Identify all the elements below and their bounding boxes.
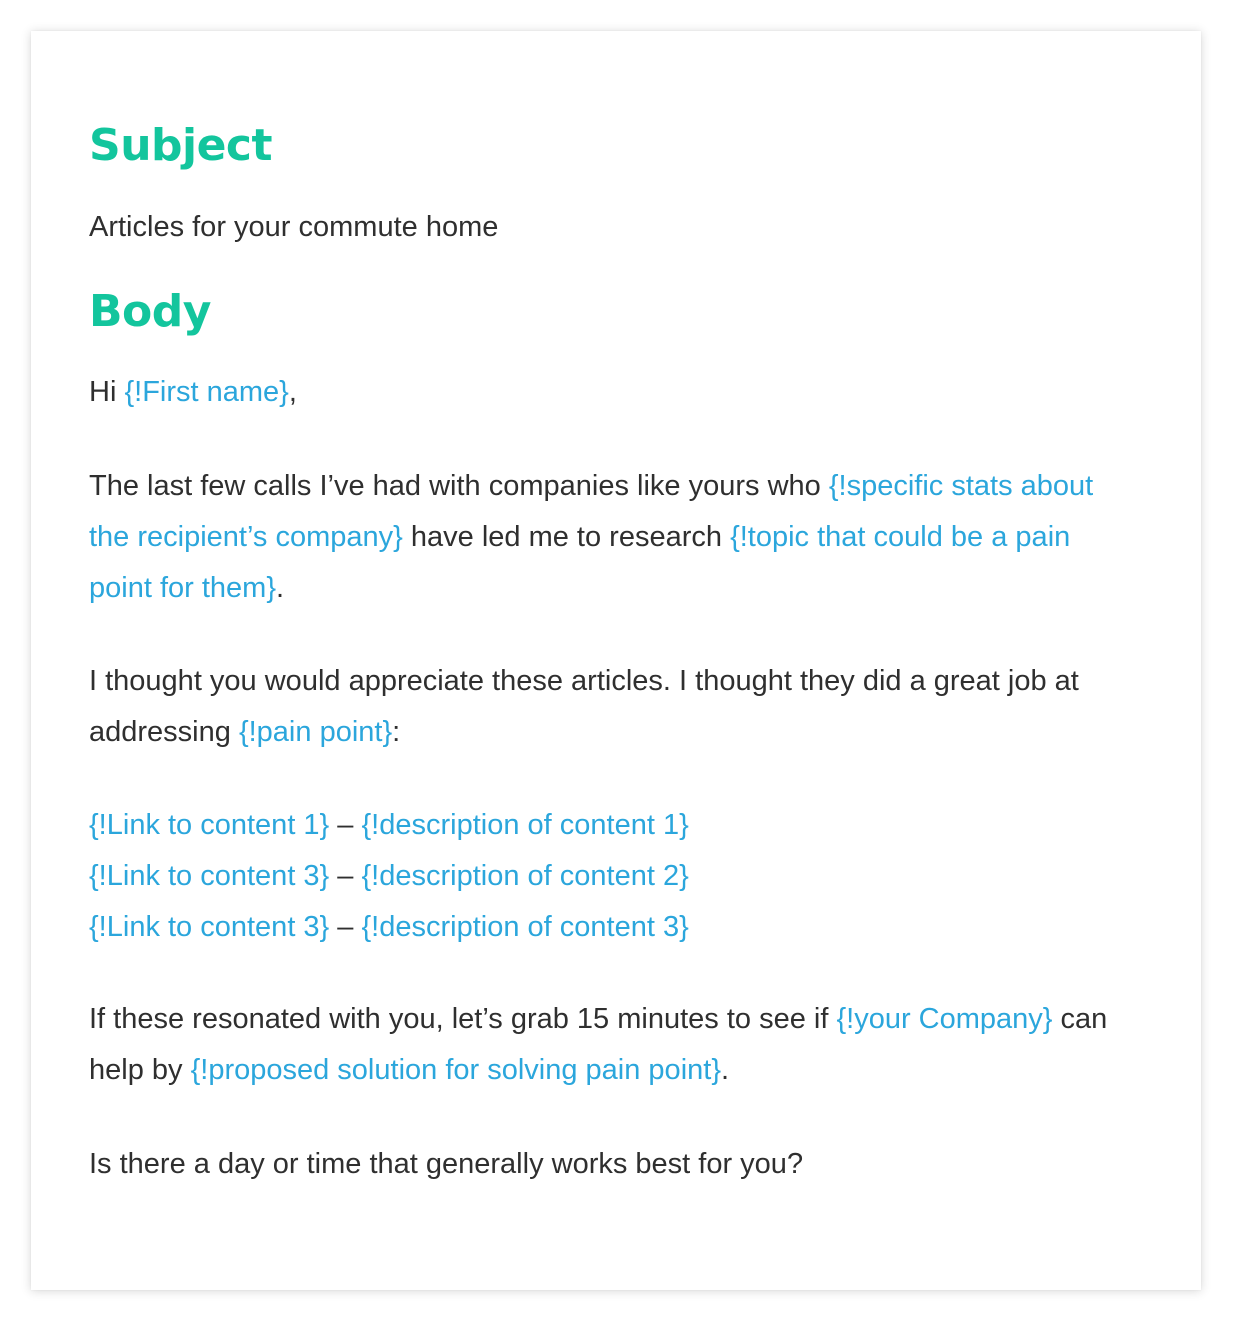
articles-text-2: :: [392, 716, 401, 748]
closing-question: Is there a day or time that generally works best for you?: [89, 1148, 804, 1180]
articles-text-1: I thought you would appreciate these articles. I thought they did a great job at addressing: [89, 665, 1079, 748]
link-separator: –: [329, 911, 362, 943]
meeting-text-1: If these resonated with you, let’s grab 15 minutes to see if: [89, 1003, 837, 1035]
topic-placeholder: {!topic that could be a pain point for them}: [89, 521, 1071, 604]
content-description-placeholder: {!description of content 1}: [361, 809, 689, 841]
your-company-placeholder: {!your Company}: [836, 1003, 1053, 1035]
meeting-paragraph: [89, 994, 1129, 1096]
content-description-placeholder: {!description of content 2}: [361, 860, 689, 892]
body-heading: Body: [89, 286, 211, 337]
articles-paragraph: [89, 656, 1129, 758]
content-link-row: [89, 851, 1129, 902]
greeting-suffix: ,: [288, 376, 297, 408]
company-stats-placeholder: {!specific stats about the recipient’s company}: [89, 470, 1094, 553]
research-text-1: The last few calls I’ve had with companies like yours who: [89, 470, 829, 502]
first-name-placeholder: {!First name}: [124, 376, 289, 408]
content-link-row: [89, 800, 1129, 851]
content-link-row: [89, 902, 1129, 953]
greeting-line: [89, 367, 1129, 418]
research-text-3: .: [276, 572, 285, 604]
subject-text: Articles for your commute home: [89, 211, 499, 243]
pain-point-placeholder: {!pain point}: [238, 716, 393, 748]
link-separator: –: [329, 809, 362, 841]
research-text-2: have led me to research: [402, 521, 731, 553]
research-paragraph: [89, 461, 1129, 614]
meeting-text-2: can help by: [89, 1003, 1108, 1086]
greeting-prefix: Hi: [89, 376, 125, 408]
content-link-placeholder: {!Link to content 3}: [89, 860, 330, 892]
email-template-card: [31, 31, 1201, 1290]
subject-heading: Subject: [89, 120, 273, 171]
link-separator: –: [329, 860, 362, 892]
meeting-text-3: .: [721, 1054, 730, 1086]
content-link-placeholder: {!Link to content 1}: [89, 809, 330, 841]
proposed-solution-placeholder: {!proposed solution for solving pain point}: [190, 1054, 722, 1086]
content-links-list: [89, 800, 1129, 953]
content-link-placeholder: {!Link to content 3}: [89, 911, 330, 943]
content-description-placeholder: {!description of content 3}: [361, 911, 689, 943]
